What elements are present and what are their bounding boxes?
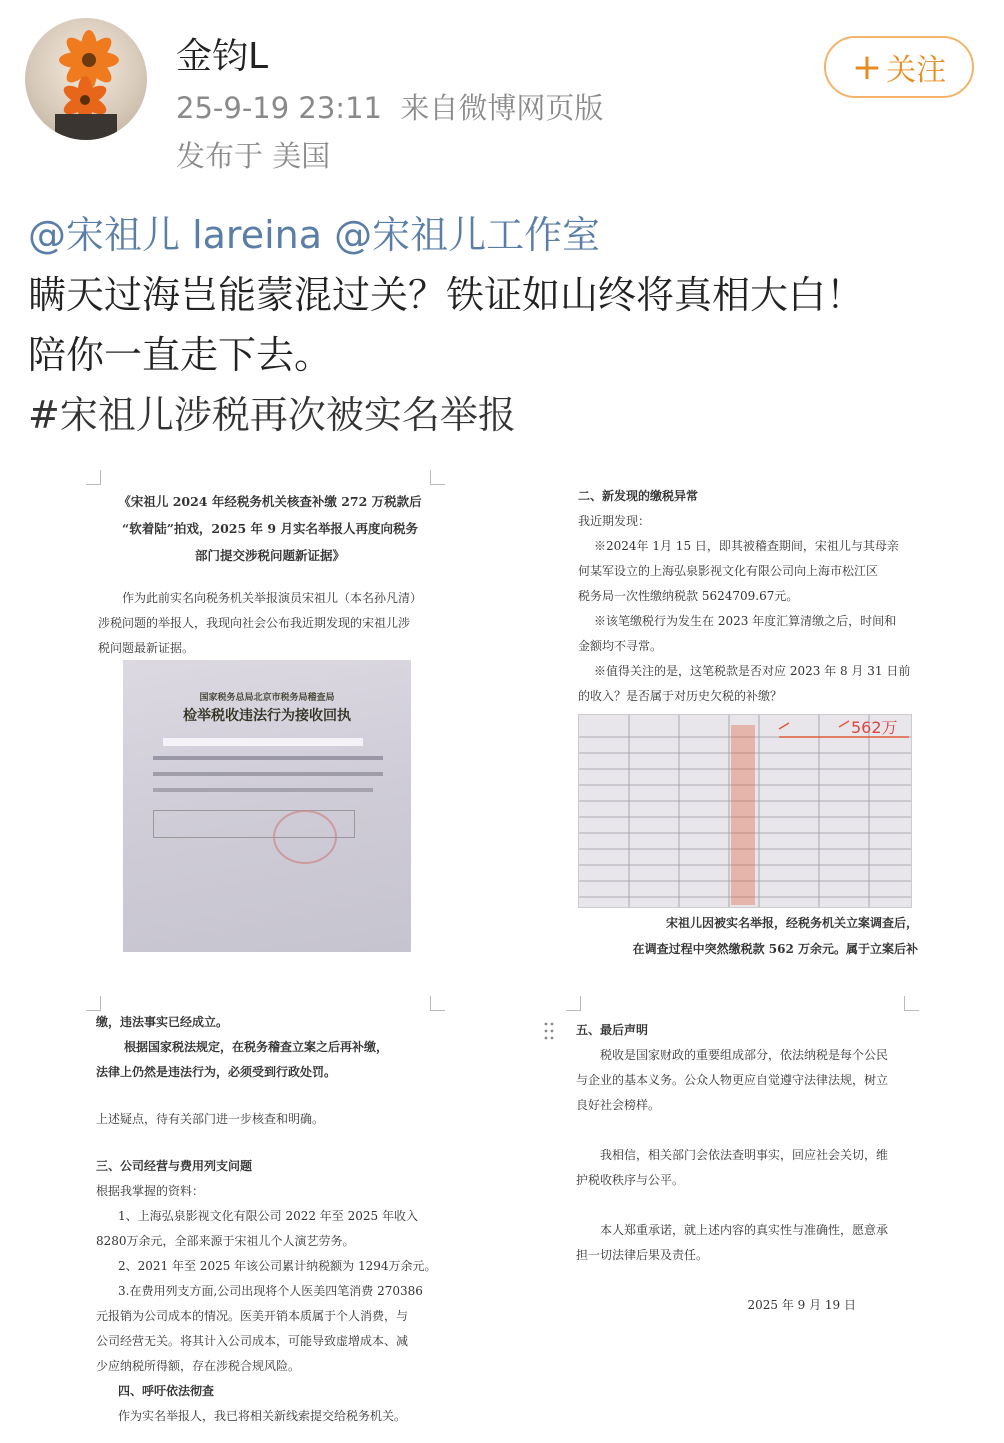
document-page-2[interactable]: [572, 478, 922, 978]
redaction-mark: [163, 738, 363, 746]
seal-stamp: [273, 810, 337, 864]
doc-text-line: 缴，违法事实已经成立。: [96, 1015, 229, 1029]
mentions-line: [28, 205, 978, 265]
mention-link[interactable]: @宋祖儿 lareina: [28, 213, 323, 257]
doc-text-line: 8280万余元，全部来源于宋祖儿个人演艺劳务。: [96, 1234, 355, 1248]
document-page-1[interactable]: [70, 478, 460, 978]
doc-text-line: 作为此前实名向税务机关举报演员宋祖儿（本名孙凡清）: [122, 591, 423, 605]
doc-text-line: 作为实名举报人，我已将相关新线索提交给税务机关。: [118, 1409, 407, 1423]
doc-caption-line: 在调查过程中突然缴税款 562 万余元。属于立案后补: [632, 942, 918, 956]
avatar[interactable]: [25, 18, 147, 140]
doc-text-line: 公司经营无关。将其计入公司成本，可能导致虚增成本、减: [96, 1334, 409, 1348]
doc-text-line: 本人郑重承诺，就上述内容的真实性与准确性，愿意承: [600, 1223, 889, 1237]
plus-icon: +: [851, 46, 883, 88]
follow-button[interactable]: [824, 36, 974, 98]
follow-label: 关注: [886, 53, 947, 88]
doc-text-line: 税收是国家财政的重要组成部分，依法纳税是每个公民: [600, 1048, 889, 1062]
doc-text-line: 2、2021 年至 2025 年该公司累计纳税额为 1294万余元。: [118, 1259, 437, 1273]
receipt-title: 检举税收违法行为接收回执: [183, 708, 351, 724]
doc-heading: 五、最后声明: [576, 1023, 649, 1037]
orange-flower-icon: [25, 18, 147, 140]
doc-text-line: 法律上仍然是违法行为，必须受到行政处罚。: [96, 1065, 337, 1079]
post-line: 陪你一直走下去。: [28, 333, 333, 377]
tax-receipt-photo: [123, 660, 411, 952]
doc-text-line: ※值得关注的是，这笔税款是否对应 2023 年 8 月 31 日前: [594, 664, 911, 678]
doc-title-line: “软着陆”拍戏，2025 年 9 月实名举报人再度向税务: [122, 521, 418, 536]
doc-text-line: 我近期发现：: [578, 514, 651, 528]
post-location: 发布于 美国: [176, 139, 331, 173]
doc-title-line: 部门提交涉税问题新证据》: [194, 548, 345, 563]
document-page-3[interactable]: [96, 1010, 456, 1440]
post-meta: [176, 86, 603, 127]
doc-text-line: 我相信，相关部门会依法查明事实，回应社会关切，维: [600, 1148, 889, 1162]
doc-title-line: 《宋祖儿 2024 年经税务机关核查补缴 272 万税款后: [118, 494, 422, 509]
doc-text-line: 元报销为公司成本的情况。医美开销本质属于个人消费，与: [96, 1309, 409, 1323]
doc-text-line: 何某军设立的上海弘泉影视文化有限公司向上海市松江区: [578, 564, 879, 578]
doc-heading: 二、新发现的缴税异常: [578, 489, 699, 503]
doc-text-line: 税务局一次性缴纳税款 5624709.67元。: [578, 589, 799, 603]
handwritten-note: 562万: [851, 718, 898, 737]
doc-text-line: ※该笔缴税行为发生在 2023 年度汇算清缴之后，时间和: [594, 614, 897, 628]
document-page-4[interactable]: [576, 1018, 916, 1318]
doc-text-line: 金额均不寻常。: [578, 639, 663, 653]
drag-handle-icon[interactable]: [544, 1022, 554, 1040]
doc-heading: 四、呼吁依法彻查: [118, 1384, 215, 1398]
doc-text-line: 护税收秩序与公平。: [576, 1173, 685, 1187]
mention-link[interactable]: @宋祖儿工作室: [334, 213, 601, 257]
doc-text-line: 3.在费用列支方面,公司出现将个人医美四笔消费 270386: [118, 1284, 423, 1298]
user-name[interactable]: 金钧L: [176, 36, 269, 77]
doc-text-line: 良好社会榜样。: [576, 1098, 661, 1112]
post-time: 25-9-19 23:11: [176, 91, 382, 125]
doc-date: 2025 年 9 月 19 日: [747, 1298, 856, 1312]
doc-text-line: 根据我掌握的资料：: [96, 1184, 205, 1198]
doc-text-line: 根据国家税法规定，在税务稽查立案之后再补缴，: [124, 1040, 389, 1054]
doc-heading: 三、公司经营与费用列支问题: [96, 1159, 253, 1173]
tax-payment-table-photo: [578, 714, 912, 908]
post-content: [28, 205, 978, 445]
doc-text-line: 担一切法律后果及责任。: [576, 1248, 709, 1262]
table-grid: [579, 715, 911, 907]
receipt-header: 国家税务总局北京市税务局稽查局: [199, 693, 335, 703]
doc-text-line: 上述疑点，待有关部门进一步核查和明确。: [96, 1112, 325, 1126]
doc-text-line: 少应纳税所得额，存在涉税合规风险。: [96, 1359, 301, 1373]
doc-text-line: ※2024年 1月 15 日，即其被稽查期间，宋祖儿与其母亲: [594, 539, 899, 553]
doc-text-line: 与企业的基本义务。公众人物更应自觉遵守法律法规，树立: [576, 1073, 889, 1087]
doc-text-line: 的收入？是否属于对历史欠税的补缴？: [578, 689, 783, 703]
doc-text-line: 税问题最新证据。: [98, 641, 195, 655]
hashtag-link[interactable]: #宋祖儿涉税再次被实名举报: [28, 393, 516, 437]
post-source: 来自微博网页版: [400, 91, 604, 125]
doc-caption-line: 宋祖儿因被实名举报，经税务机关立案调查后，: [665, 916, 918, 930]
post-line: 瞒天过海岂能蒙混过关？铁证如山终将真相大白！: [28, 273, 865, 317]
doc-text-line: 涉税问题的举报人，我现向社会公布我近期发现的宋祖儿涉: [98, 616, 411, 630]
doc-text-line: 1、上海弘泉影视文化有限公司 2022 年至 2025 年收入: [118, 1209, 418, 1223]
